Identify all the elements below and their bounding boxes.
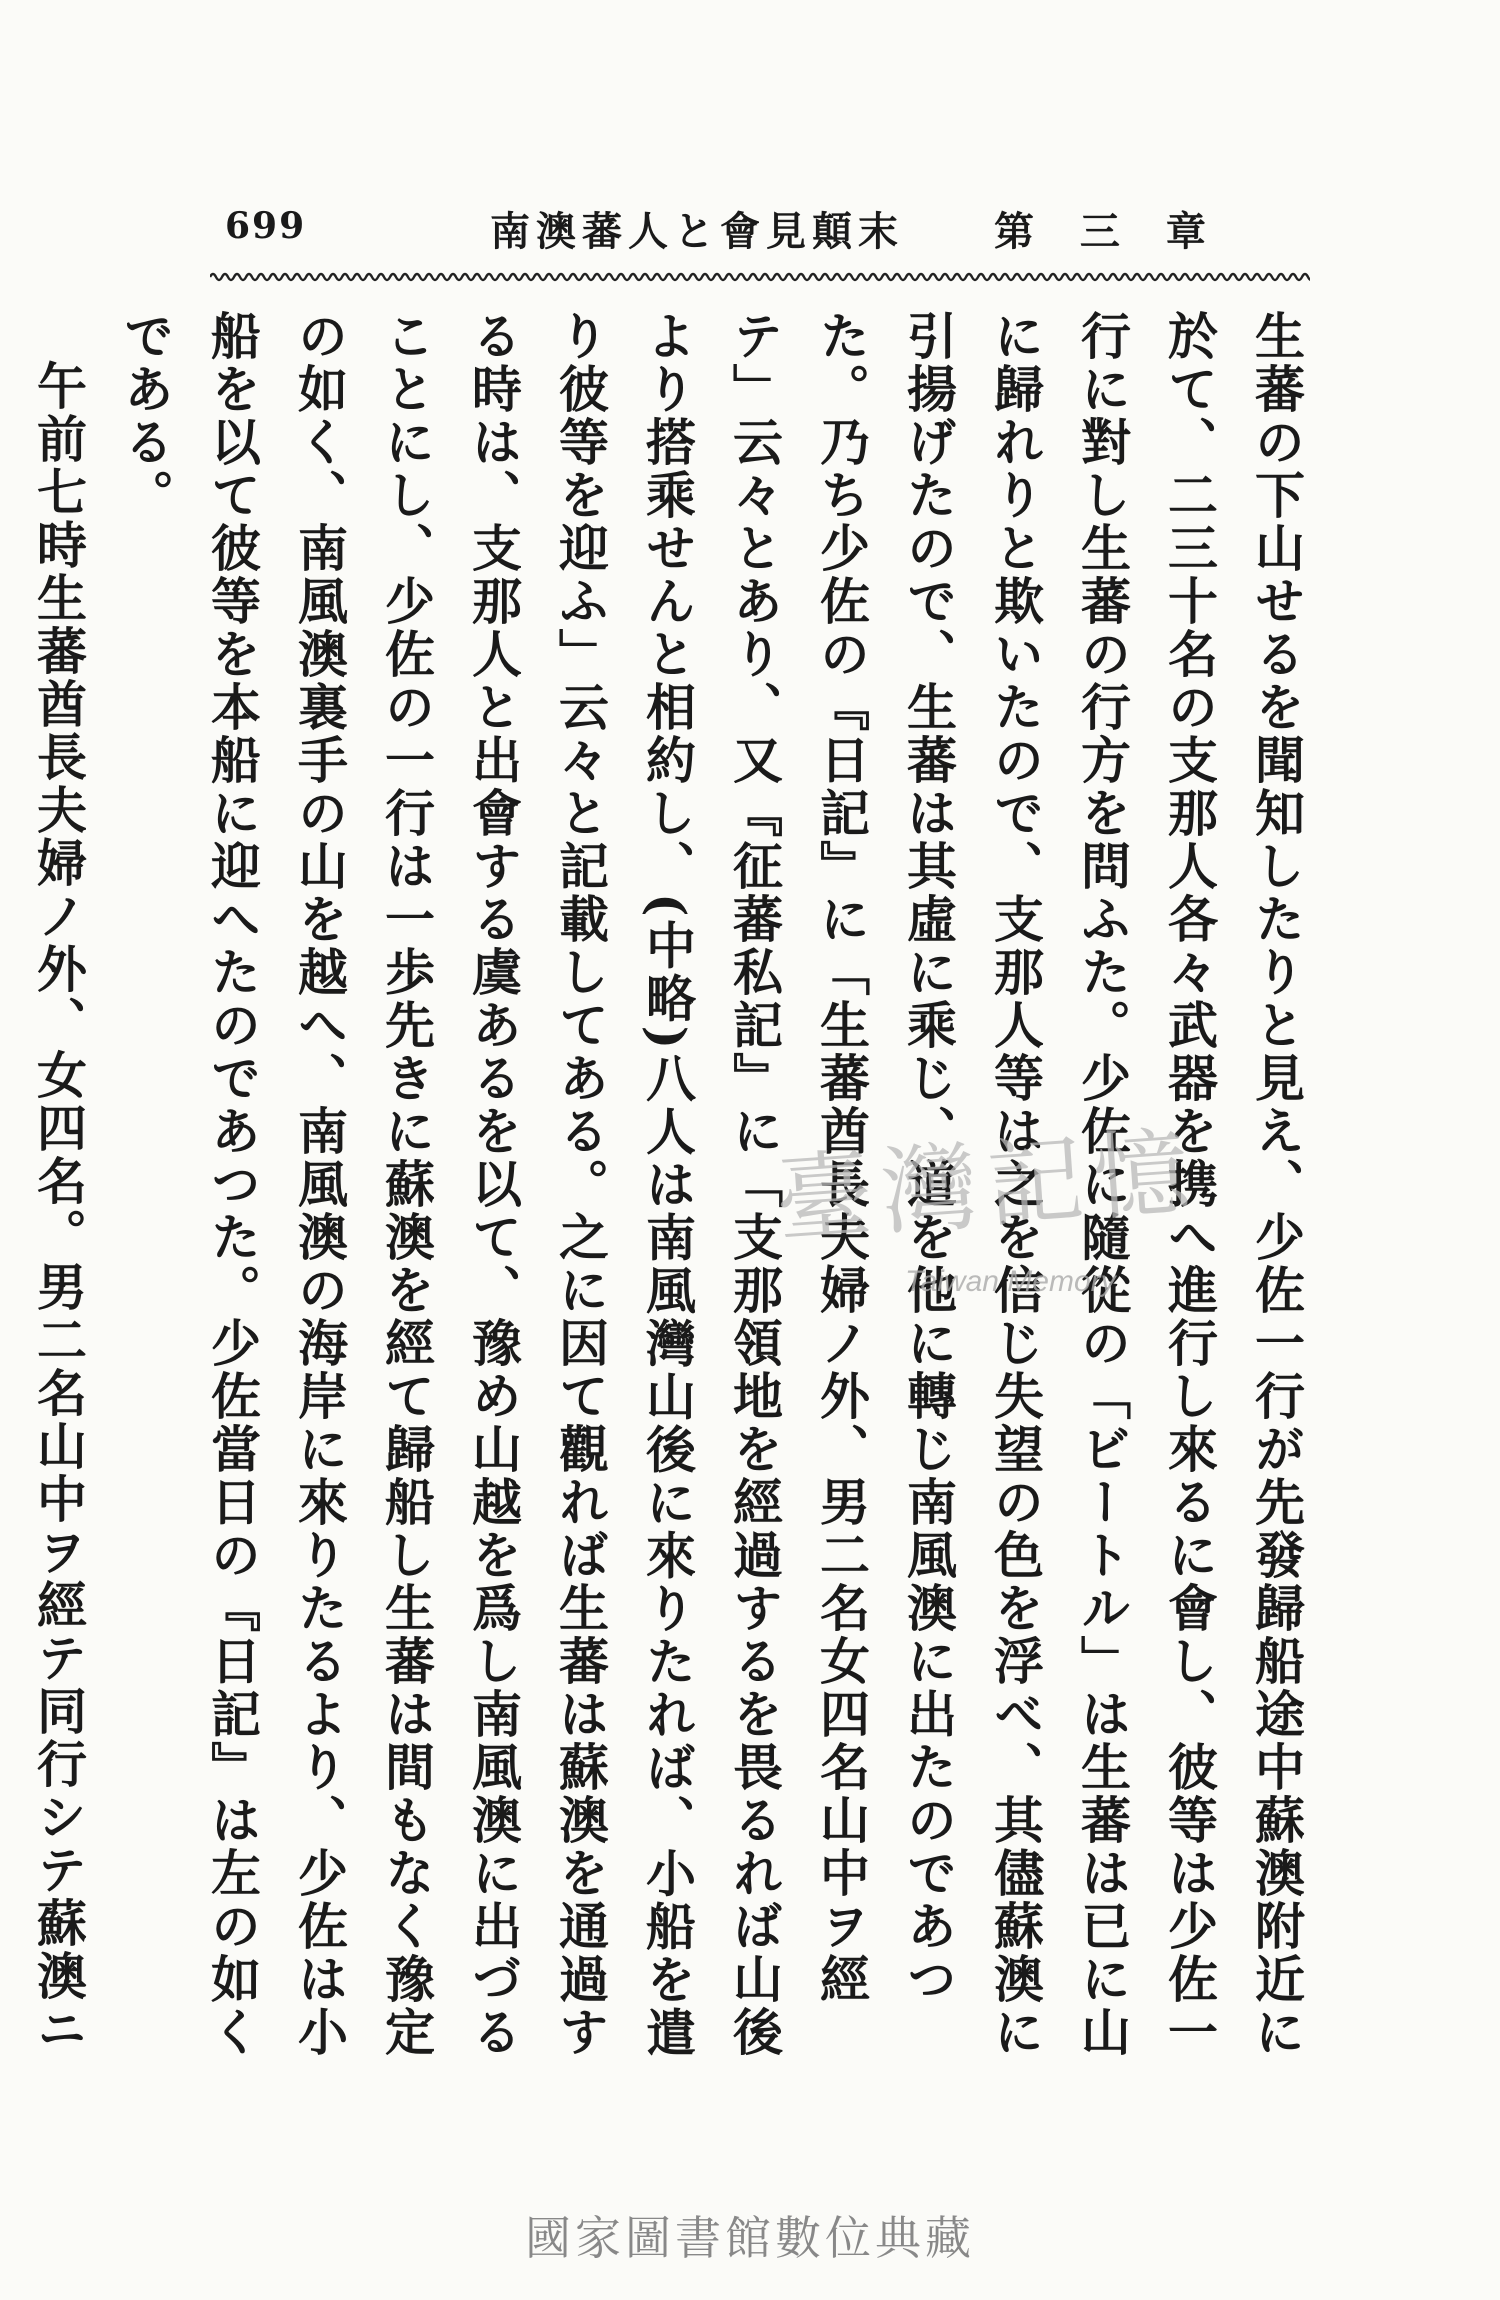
watermark-logo-english: Taiwan Memory — [905, 1265, 1116, 1298]
paragraph-2: 午前七時生蕃酋長夫婦ノ外、女四名。男二名山中ヲ經テ同行シテ蘇澳ニ — [29, 360, 88, 2056]
header-wavy-rule — [210, 270, 1310, 284]
running-head-subtitle: 南澳蕃人と會見顛末 — [490, 208, 904, 255]
watermark-logo: 臺灣記憶 — [772, 1115, 1203, 1257]
running-head — [490, 200, 1252, 257]
paragraph-1: 生蕃の下山せるを聞知したりと見え、少佐一行が先發歸船途中蘇澳附近に於て、二三十名の支那人各々武器を携へ進行し來るに會し、彼等は少佐一行に對し生蕃の行方を問ふた。少佐に隨從の「ビートル」は生蕃は已に山に歸れりと欺いたので、支那人等は之を信じ失望の色を浮べ、其儘蘇澳に引揚げたので、生蕃は其虛に乘じ、道を他に轉じ南風澳に出たのであつた。乃ち少佐の『日記』に「生蕃酋長夫婦ノ外、男二名女四名山中ヲ經テ」云々とあり、又『征蕃私記』に「支那領地を經過するを畏るれば山後より搭乘せんと相約し、(中略)八人は南風灣山後に來りたれば、小船を遣り彼等を迎ふ」云々と記載してある。之に因て觀れば生蕃は蘇澳を通過する時は、支那人と出會する虞あるを以て、豫め山越を爲し南風澳に出づることにし、少佐の一行は一歩先きに蘇澳を經て歸船し生蕃は間もなく豫定の如く、南風澳裏手の山を越へ、南風澳の海岸に來りたるより、少佐は小船を以て彼等を本船に迎へたのであつた。少佐當日の『日記』は左の如くである。 — [116, 310, 1306, 2060]
running-head-chapter: 第三章 — [993, 208, 1252, 255]
page-number: 699 — [225, 205, 307, 247]
footer-attribution: 國家圖書館數位典藏 — [525, 2211, 975, 2265]
